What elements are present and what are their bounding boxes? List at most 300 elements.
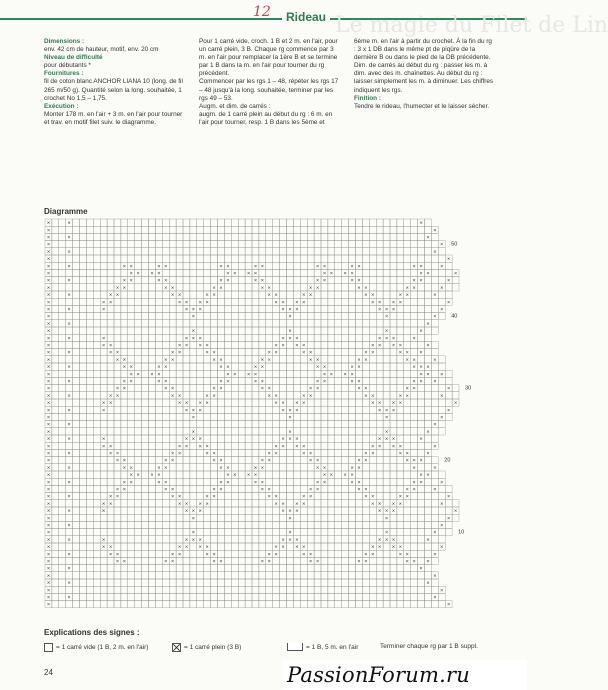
filled-square-mark: × [384, 407, 389, 414]
grid-cell [349, 241, 356, 248]
grid-cell [335, 529, 342, 536]
grid-cell [142, 233, 149, 240]
grid-cell [321, 514, 328, 521]
grid-cell [169, 233, 176, 240]
filled-square-mark: × [267, 393, 271, 400]
grid-cell [397, 320, 404, 327]
grid-cell [100, 363, 107, 370]
grid-cell [204, 478, 211, 485]
grid-cell [224, 565, 231, 572]
grid-cell [93, 457, 100, 464]
grid-cell [155, 536, 162, 543]
grid-cell [155, 291, 162, 298]
filet-diagram [43, 217, 483, 627]
grid-cell [52, 262, 59, 269]
grid-cell [176, 363, 183, 370]
grid-cell [176, 435, 183, 442]
grid-cell [280, 557, 287, 564]
grid-cell [176, 557, 183, 564]
filled-square-mark: × [212, 386, 216, 393]
filled-square-mark: × [288, 314, 292, 321]
grid-cell [280, 385, 287, 392]
grid-cell [169, 521, 176, 528]
grid-cell [162, 219, 169, 226]
grid-cell [369, 313, 376, 320]
filled-square-mark: × [426, 321, 430, 328]
grid-cell [356, 406, 363, 413]
grid-cell [197, 601, 204, 608]
grid-cell [369, 507, 376, 514]
grid-cell [142, 298, 149, 305]
grid-cell [425, 601, 432, 608]
grid-cell [335, 557, 342, 564]
grid-cell [342, 363, 349, 370]
grid-cell [204, 262, 211, 269]
grid-cell [280, 586, 287, 593]
grid-cell [390, 514, 397, 521]
grid-cell [397, 226, 404, 233]
filled-square-mark: × [122, 559, 126, 565]
filled-square-mark: × [108, 400, 113, 407]
grid-cell [224, 557, 231, 564]
grid-cell [425, 572, 432, 579]
grid-cell [224, 385, 231, 392]
grid-cell [211, 269, 218, 276]
grid-cell [142, 262, 149, 269]
grid-cell [59, 262, 66, 269]
grid-cell [121, 370, 128, 377]
grid-cell [342, 601, 349, 608]
grid-cell [52, 421, 59, 428]
grid-cell [321, 507, 328, 514]
filled-square-mark: × [184, 343, 189, 349]
grid-cell [135, 529, 142, 536]
grid-cell [300, 277, 307, 284]
filled-square-mark: × [405, 458, 409, 465]
filled-square-mark: × [378, 407, 382, 414]
grid-cell [59, 377, 66, 384]
filled-square-mark: × [205, 292, 209, 299]
grid-cell [73, 255, 80, 262]
grid-cell [86, 493, 93, 500]
grid-cell [169, 269, 176, 276]
grid-cell [438, 471, 445, 478]
grid-cell [287, 255, 294, 262]
grid-cell [80, 262, 87, 269]
grid-cell [245, 521, 252, 528]
grid-cell [418, 593, 425, 600]
grid-cell [162, 514, 169, 521]
filled-square-mark: × [384, 307, 389, 313]
grid-cell [266, 536, 273, 543]
grid-cell [335, 579, 342, 586]
grid-cell [231, 442, 238, 449]
grid-cell [73, 291, 80, 298]
filled-square-mark: × [309, 451, 313, 457]
legend-title: Explications des signes : [44, 628, 140, 637]
filled-square-mark: × [419, 379, 423, 385]
grid-cell [238, 521, 245, 528]
grid-cell [183, 521, 190, 528]
site-logo [283, 660, 527, 690]
grid-cell [356, 543, 363, 550]
grid-cell [155, 485, 162, 492]
grid-cell [252, 572, 259, 579]
filled-square-mark: × [46, 299, 51, 306]
grid-cell [128, 586, 135, 593]
grid-cell [252, 291, 259, 298]
grid-cell [59, 385, 66, 392]
grid-cell [362, 428, 369, 435]
grid-cell [328, 449, 335, 456]
grid-cell [190, 377, 197, 384]
grid-cell [114, 334, 121, 341]
filled-square-mark: × [67, 537, 71, 544]
grid-cell [52, 593, 59, 600]
grid-cell [197, 248, 204, 255]
filled-square-mark: × [102, 443, 106, 450]
filled-square-mark: × [122, 379, 126, 385]
grid-cell [376, 363, 383, 370]
grid-cell [183, 219, 190, 226]
grid-cell [390, 233, 397, 240]
grid-cell [80, 241, 87, 248]
grid-cell [155, 413, 162, 420]
grid-cell [66, 601, 73, 608]
grid-cell [162, 349, 169, 356]
grid-cell [135, 421, 142, 428]
grid-cell [328, 485, 335, 492]
grid-cell [52, 291, 59, 298]
grid-cell [266, 428, 273, 435]
grid-cell [142, 500, 149, 507]
filled-square-mark: × [426, 343, 430, 349]
grid-cell [328, 536, 335, 543]
grid-cell [245, 334, 252, 341]
grid-cell [273, 363, 280, 370]
grid-cell [404, 586, 411, 593]
grid-cell [425, 248, 432, 255]
grid-cell [59, 500, 66, 507]
grid-cell [314, 586, 321, 593]
legend-edge-label: = 1 B, 5 m. en l'air [306, 643, 359, 651]
filled-square-mark: × [226, 465, 230, 472]
grid-cell [307, 579, 314, 586]
filled-square-mark: × [412, 357, 416, 364]
grid-cell [342, 305, 349, 312]
grid-cell [155, 392, 162, 399]
grid-cell [287, 485, 294, 492]
grid-cell [93, 392, 100, 399]
filled-square-mark: × [378, 544, 382, 551]
filled-square-mark: × [274, 350, 278, 357]
legend-empty-label: = 1 carré vide (1 B, 2 m. en l'air) [56, 644, 149, 651]
grid-cell [86, 356, 93, 363]
grid-cell [266, 262, 273, 269]
grid-cell [59, 550, 66, 557]
filled-square-mark: × [46, 508, 51, 515]
grid-cell [80, 471, 87, 478]
grid-cell [238, 500, 245, 507]
grid-cell [52, 248, 59, 255]
grid-cell [197, 464, 204, 471]
grid-cell [169, 363, 176, 370]
grid-cell [356, 507, 363, 514]
grid-cell [321, 248, 328, 255]
grid-cell [204, 241, 211, 248]
grid-cell [266, 572, 273, 579]
filled-square-mark: × [447, 515, 451, 522]
grid-cell [107, 413, 114, 420]
grid-cell [59, 579, 66, 586]
grid-cell [190, 385, 197, 392]
grid-cell [328, 557, 335, 564]
grid-cell [445, 269, 452, 276]
grid-cell [397, 327, 404, 334]
grid-cell [418, 255, 425, 262]
grid-cell [197, 457, 204, 464]
filled-square-mark: × [315, 559, 320, 565]
grid-cell [93, 377, 100, 384]
grid-cell [356, 413, 363, 420]
grid-cell [390, 478, 397, 485]
grid-cell [183, 255, 190, 262]
filled-square-mark: × [46, 544, 51, 551]
grid-cell [362, 313, 369, 320]
grid-cell [66, 356, 73, 363]
grid-cell [280, 291, 287, 298]
grid-cell [397, 385, 404, 392]
grid-cell [425, 507, 432, 514]
filled-square-mark: × [412, 465, 416, 472]
grid-cell [404, 471, 411, 478]
grid-cell [342, 241, 349, 248]
grid-cell [169, 601, 176, 608]
grid-cell [86, 572, 93, 579]
grid-cell [342, 493, 349, 500]
grid-cell [176, 413, 183, 420]
filled-square-mark: × [433, 530, 437, 537]
grid-cell [335, 493, 342, 500]
grid-cell [252, 593, 259, 600]
grid-cell [86, 327, 93, 334]
filled-square-mark: × [260, 364, 264, 371]
grid-cell [149, 464, 156, 471]
grid-cell [335, 442, 342, 449]
filled-square-mark: × [184, 537, 189, 544]
grid-cell [93, 334, 100, 341]
filled-square-mark: × [412, 379, 416, 385]
grid-cell [425, 219, 432, 226]
grid-cell [445, 262, 452, 269]
grid-cell [86, 550, 93, 557]
grid-cell [259, 601, 266, 608]
grid-cell [259, 399, 266, 406]
grid-cell [280, 601, 287, 608]
grid-cell [321, 226, 328, 233]
grid-cell [238, 449, 245, 456]
grid-cell [100, 370, 107, 377]
filled-square-mark: × [350, 371, 354, 378]
grid-cell [197, 485, 204, 492]
grid-cell [135, 334, 142, 341]
grid-cell [376, 557, 383, 564]
grid-cell [431, 435, 438, 442]
grid-cell [307, 543, 314, 550]
grid-cell [183, 413, 190, 420]
grid-cell [128, 233, 135, 240]
grid-cell [418, 464, 425, 471]
filled-square-mark: × [122, 479, 126, 486]
grid-cell [397, 601, 404, 608]
grid-cell [266, 514, 273, 521]
grid-cell [80, 313, 87, 320]
grid-cell [238, 233, 245, 240]
filled-square-mark: × [108, 451, 113, 457]
grid-cell [238, 478, 245, 485]
grid-cell [73, 413, 80, 420]
grid-cell [259, 313, 266, 320]
filled-square-mark: × [315, 386, 320, 393]
grid-cell [52, 298, 59, 305]
grid-cell [218, 341, 225, 348]
grid-cell [155, 226, 162, 233]
grid-cell [176, 536, 183, 543]
filled-square-mark: × [288, 407, 292, 414]
grid-cell [52, 435, 59, 442]
grid-cell [52, 399, 59, 406]
filled-square-mark: × [281, 407, 285, 414]
grid-cell [328, 521, 335, 528]
grid-cell [404, 219, 411, 226]
grid-cell [342, 543, 349, 550]
grid-cell [211, 377, 218, 384]
grid-cell [356, 500, 363, 507]
grid-cell [287, 349, 294, 356]
grid-cell [149, 356, 156, 363]
grid-cell [114, 593, 121, 600]
grid-cell [307, 262, 314, 269]
filled-square-mark: × [309, 357, 313, 364]
grid-cell [231, 521, 238, 528]
filled-square-mark: × [212, 494, 216, 501]
filled-square-mark: × [205, 343, 209, 349]
filled-square-mark: × [405, 487, 409, 493]
grid-cell [59, 593, 66, 600]
grid-cell [273, 457, 280, 464]
grid-cell [335, 320, 342, 327]
grid-cell [93, 507, 100, 514]
grid-cell [362, 500, 369, 507]
grid-cell [86, 521, 93, 528]
filled-square-mark: × [322, 472, 327, 479]
grid-cell [52, 478, 59, 485]
grid-cell [155, 521, 162, 528]
filled-square-mark: × [274, 400, 278, 407]
grid-cell [411, 349, 418, 356]
grid-cell [245, 464, 252, 471]
grid-cell [52, 521, 59, 528]
grid-cell [376, 413, 383, 420]
grid-cell [273, 471, 280, 478]
grid-cell [404, 334, 411, 341]
filled-square-mark: × [412, 458, 416, 465]
grid-cell [149, 327, 156, 334]
grid-cell [86, 233, 93, 240]
grid-cell [300, 406, 307, 413]
grid-cell [245, 356, 252, 363]
filled-square-mark: × [315, 487, 320, 493]
filled-square-mark: × [329, 271, 333, 277]
grid-cell [342, 413, 349, 420]
grid-cell [190, 500, 197, 507]
grid-cell [383, 485, 390, 492]
grid-cell [114, 298, 121, 305]
grid-cell [93, 399, 100, 406]
grid-cell [73, 557, 80, 564]
grid-cell [238, 377, 245, 384]
grid-cell [252, 320, 259, 327]
grid-cell [252, 219, 259, 226]
grid-cell [52, 219, 59, 226]
grid-cell [307, 593, 314, 600]
grid-cell [445, 377, 452, 384]
grid-cell [300, 478, 307, 485]
grid-cell [335, 593, 342, 600]
grid-cell [135, 226, 142, 233]
filled-square-mark: × [108, 494, 113, 501]
grid-cell [376, 485, 383, 492]
filled-square-mark: × [426, 371, 430, 378]
grid-cell [356, 269, 363, 276]
grid-cell [321, 428, 328, 435]
grid-cell [362, 464, 369, 471]
grid-cell [335, 392, 342, 399]
grid-cell [190, 277, 197, 284]
filled-square-mark: × [315, 263, 320, 270]
grid-cell [397, 435, 404, 442]
grid-cell [266, 464, 273, 471]
grid-cell [252, 514, 259, 521]
grid-cell [183, 392, 190, 399]
filled-square-mark: × [405, 451, 409, 457]
grid-cell [390, 471, 397, 478]
grid-cell [211, 305, 218, 312]
grid-cell [307, 334, 314, 341]
filled-square-mark: × [281, 544, 285, 551]
grid-cell [404, 406, 411, 413]
grid-cell [266, 565, 273, 572]
grid-cell [93, 421, 100, 428]
col3-paragraph: Dim. de carrés au début du rg : passer les m. à dim. avec des m. chaînettes. Au début du rg : laisser simplement les m. à diminuer. Les chiffres indiquent les rgs. [354, 62, 494, 94]
grid-cell [431, 363, 438, 370]
grid-cell [100, 579, 107, 586]
grid-cell [321, 219, 328, 226]
grid-cell [349, 514, 356, 521]
filled-square-mark: × [384, 436, 389, 443]
grid-cell [197, 478, 204, 485]
grid-cell [390, 255, 397, 262]
grid-cell [52, 464, 59, 471]
filled-square-mark: × [322, 271, 327, 277]
grid-cell [238, 219, 245, 226]
grid-cell [362, 514, 369, 521]
grid-cell [149, 449, 156, 456]
grid-cell [293, 327, 300, 334]
filled-square-mark: × [398, 292, 402, 299]
grid-cell [390, 241, 397, 248]
grid-cell [224, 550, 231, 557]
